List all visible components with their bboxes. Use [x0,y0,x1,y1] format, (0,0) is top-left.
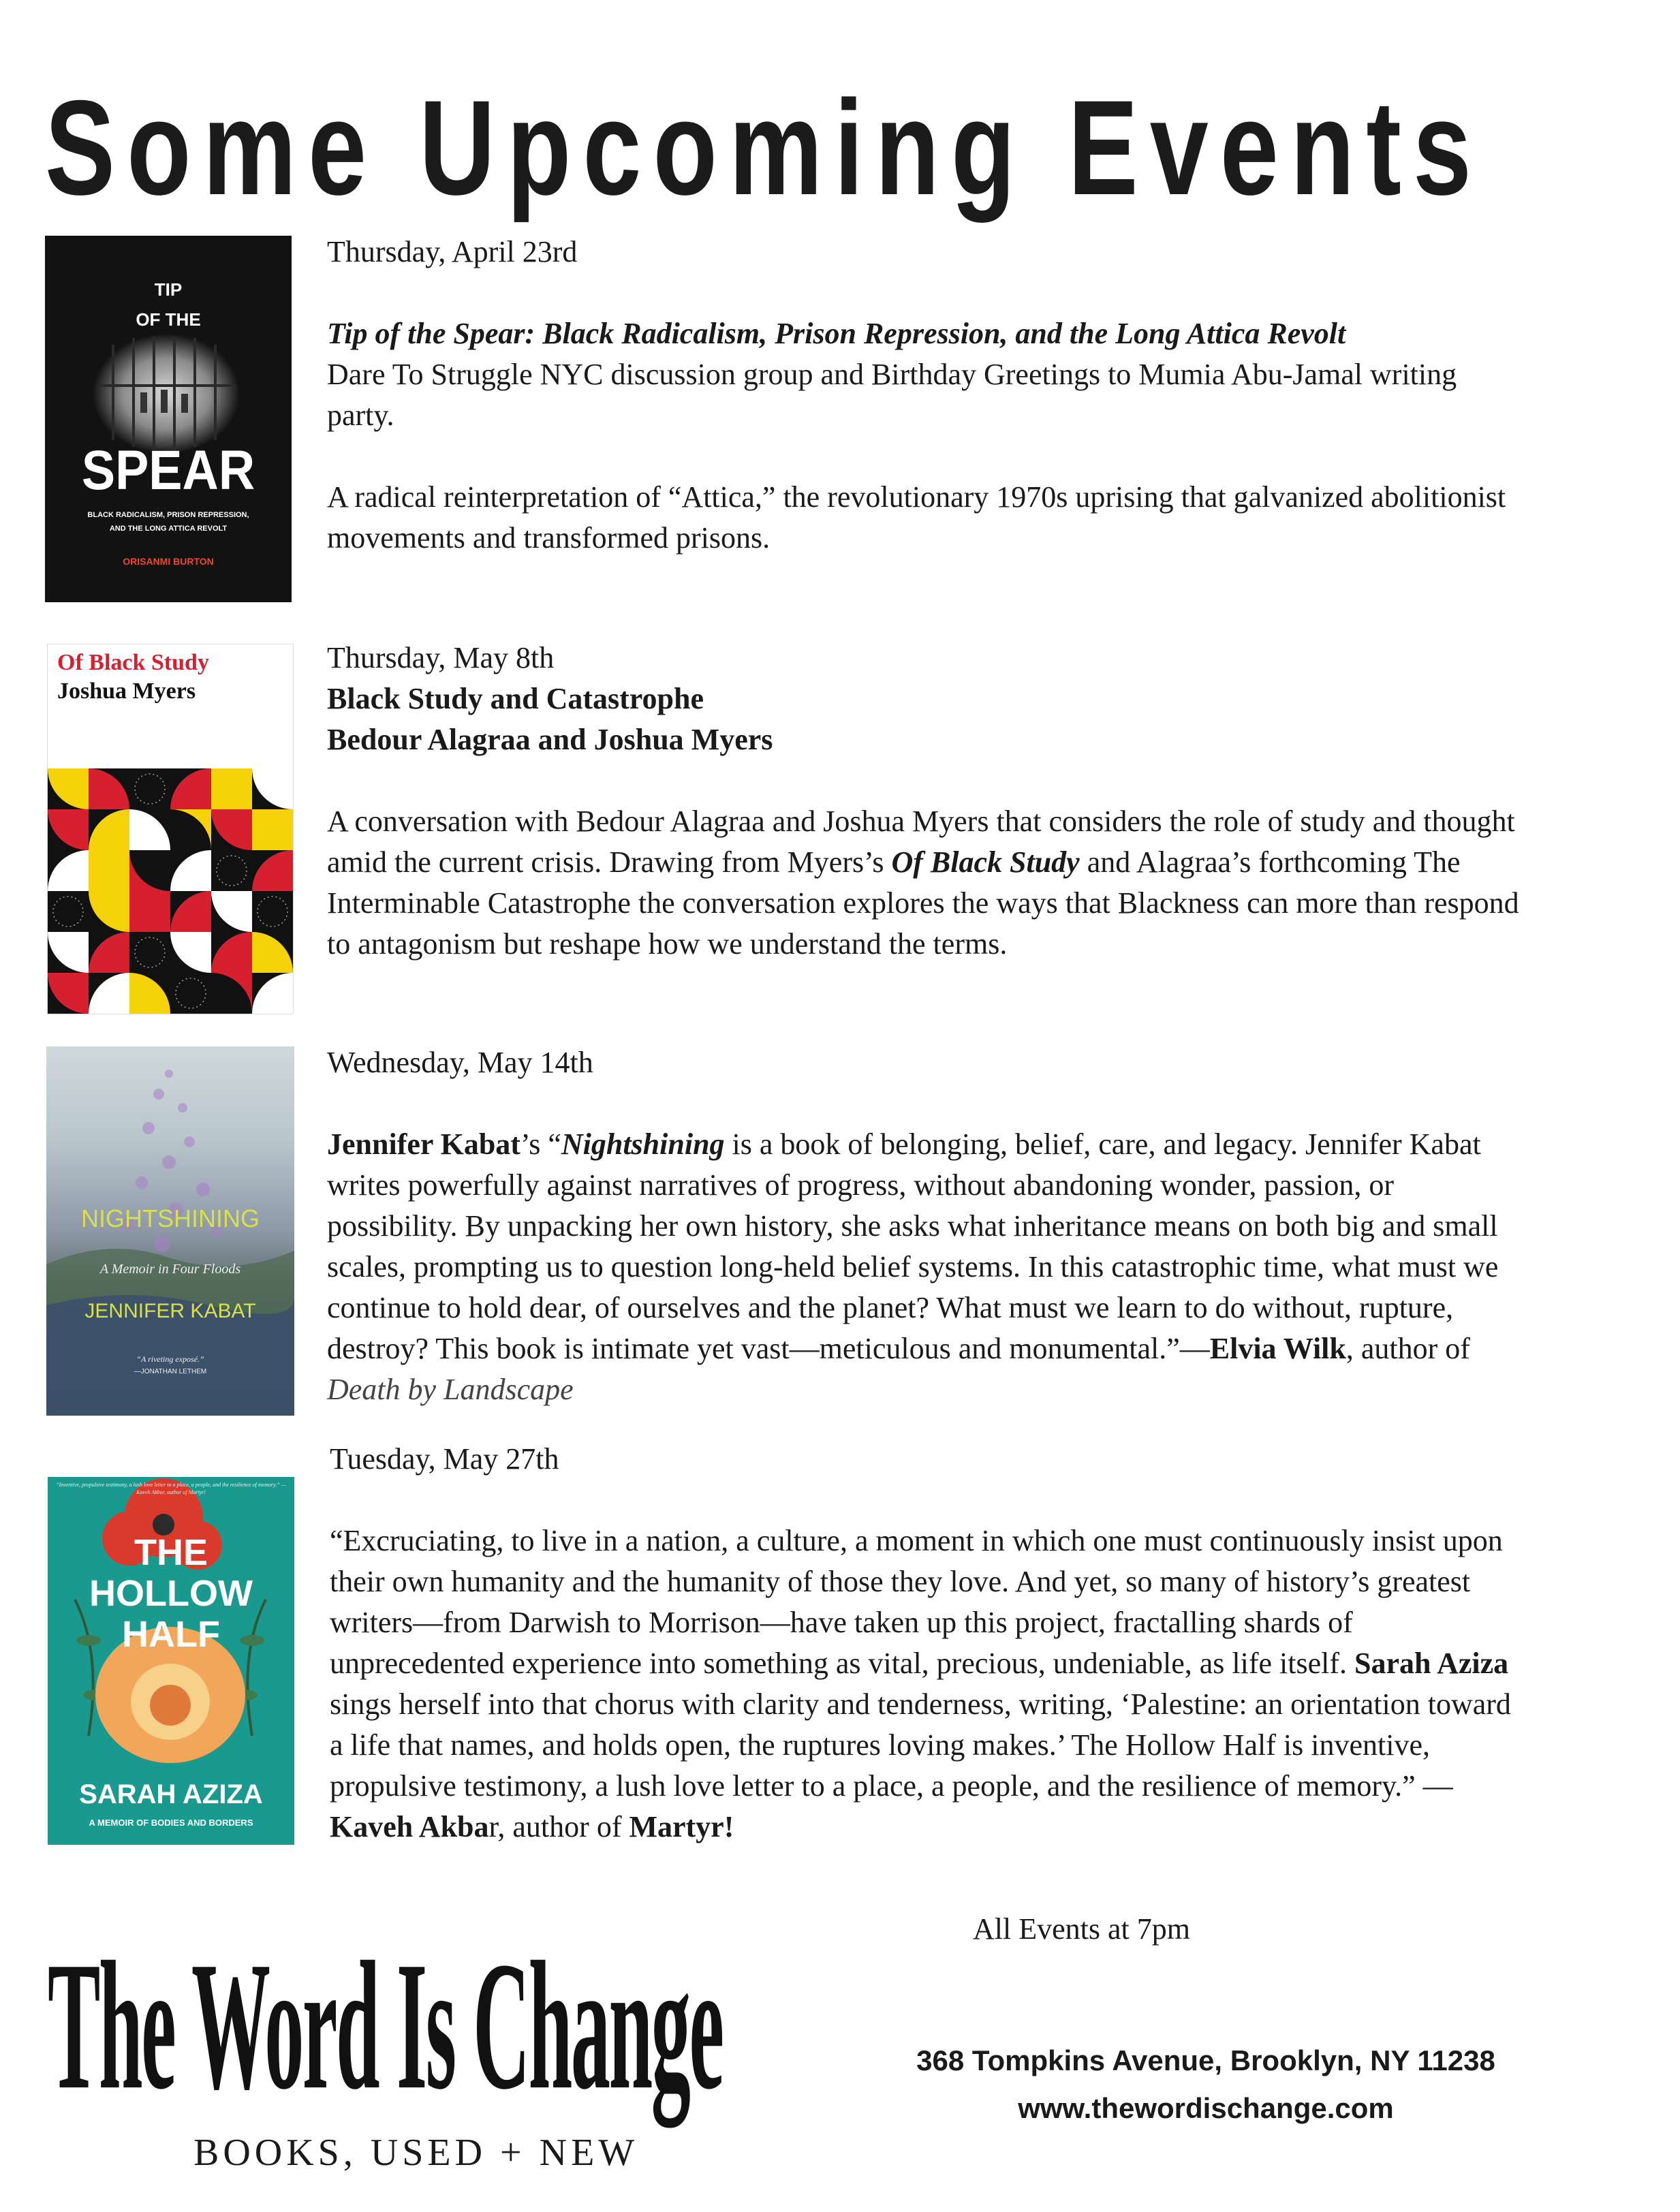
cover-blurb: “Inventive, propulsive testimony, a lush love letter to a place, a people, and the resilience of memory.” —Kaveh Akbar, author of Martyr! [56,1482,286,1495]
cover-subtitle: A Memoir in Four Floods [99,1262,241,1277]
event-title: Black Study and Catastrophe [327,682,704,715]
event-4-text [330,1439,1522,1848]
event-date: Thursday, May 8th [327,641,555,674]
quote-author: Jennifer Kabat [327,1127,520,1161]
event-2-text [327,638,1526,965]
store-contact [886,2037,1526,2132]
cover-author: JENNIFER KABAT [84,1300,256,1322]
book-cover-nightshining [46,1046,294,1416]
cover-title-hollow: HOLLOW [89,1573,253,1614]
event-speakers: Bedour Alagraa and Joshua Myers [327,723,773,756]
cover-spear-word: SPEAR [81,439,255,501]
desc-book-title: Of Black Study [891,845,1080,879]
store-website[interactable]: www.thewordischange.com [1018,2092,1394,2124]
quote-book-title: Nightshining [561,1127,725,1161]
geometric-pattern [48,768,293,1014]
quote-part-2: sings herself into that chorus with clarity and tenderness, writing, ‘Palestine: an orientation toward a life that names, and holds open, the ruptures loving makes.’ The Hollow Half is inventive, propulsive testimony, a lush love letter to a place, a people, and the resilience of memory.” — [330,1687,1511,1803]
quote-attribution-mid: , author of [1345,1332,1470,1365]
store-tagline: BOOKS, USED + NEW [193,2132,639,2174]
book-cover-tip-of-the-spear [45,236,292,602]
cover-title: NIGHTSHINING [80,1204,260,1232]
book-cover-the-hollow-half [48,1477,294,1845]
desc-part-1: A conversation with Bedour Alagraa and Joshua Myers that considers the role of study and thought amid the current crisis. Drawing from Myers’s [327,805,1515,879]
cover-subtitle: A MEMOIR OF BODIES AND BORDERS [89,1818,253,1828]
event-quote [327,1124,1512,1410]
event-subtitle: Dare To Struggle NYC discussion group and Birthday Greetings to Mumia Abu-Jamal writing party. [327,358,1457,432]
quote-attribution: Elvia Wilk [1209,1332,1346,1365]
quote-attribution-book: Death by Landscape [327,1373,574,1406]
page-title: Some Upcoming Events [45,72,1484,223]
book-title: Tip of the Spear: Black Radicalism, Prison Repression, and the Long Attica Revolt [327,317,1346,350]
quote-author: Sarah Aziza [1354,1647,1509,1680]
event-date: Wednesday, May 14th [327,1046,593,1079]
event-description [327,801,1526,965]
quote-pre: ’s “ [520,1127,561,1161]
quote-body: is a book of belonging, belief, care, and legacy. Jennifer Kabat writes powerfully against narratives of progress, without abandoning wonder, passion, or possibility. By unpacking her own history, she asks what inheritance means on both big and small scales, prompting us to question long-held belief systems. In this catastrophic time, what must we continue to hold dear, of ourselves and the planet? What must we learn to do without, rupture, destroy? This book is intimate yet vast—meticulous and monumental.”— [327,1127,1499,1365]
event-date: Tuesday, May 27th [330,1442,559,1476]
store-address: 368 Tompkins Avenue, Brooklyn, NY 11238 [916,2044,1495,2076]
cover-author: SARAH AZIZA [79,1779,263,1809]
cover-subtitle-2: AND THE LONG ATTICA REVOLT [109,525,228,533]
cover-subtitle-1: BLACK RADICALISM, PRISON REPRESSION, [87,511,249,519]
event-1-text [327,232,1526,559]
event-description: A radical reinterpretation of “Attica,” the revolutionary 1970s uprising that galvanized abolitionist movements and transformed prisons. [327,480,1506,555]
quote-attribution: Kaveh Akba [330,1810,489,1843]
event-3-text [327,1042,1512,1410]
logo-text: The Word Is Change [48,1925,723,2128]
cover-title-the: THE [134,1532,208,1573]
event-quote [330,1521,1522,1848]
cover-title-half: HALF [122,1614,220,1655]
cover-author: ORISANMI BURTON [123,556,214,567]
event-date: Thursday, April 23rd [327,235,578,268]
book-cover-of-black-study [48,644,293,1014]
quote-attribution-mid: r, author of [488,1810,629,1843]
quote-attribution-book: Martyr! [629,1810,734,1843]
cover-blurb: “A riveting exposé.” [136,1354,204,1364]
desc-part-2: and Alagraa’s forthcoming The Interminable Catastrophe the conversation explores the ways that Blackness can more than respond to antagonism but reshape how we understand the terms. [327,845,1519,961]
cover-of-the-line: OF THE [136,309,201,330]
cover-blurb-author: —JONATHAN LETHEM [134,1368,207,1375]
quote-part-1: “Excruciating, to live in a nation, a culture, a moment in which one must continuously insist upon their own humanity and the humanity of those they love. And yet, so many of history’s greatest writers—from Darwish to Morrison—have taken up this project, fractalling shards of unprecedented experience into something as vital, precious, undeniable, as life itself. [330,1524,1503,1680]
cover-author: Joshua Myers [57,679,196,704]
cover-tip-line: TIP [154,279,183,300]
cover-title: Of Black Study [57,650,209,675]
all-events-time: All Events at 7pm [973,1912,1190,1946]
